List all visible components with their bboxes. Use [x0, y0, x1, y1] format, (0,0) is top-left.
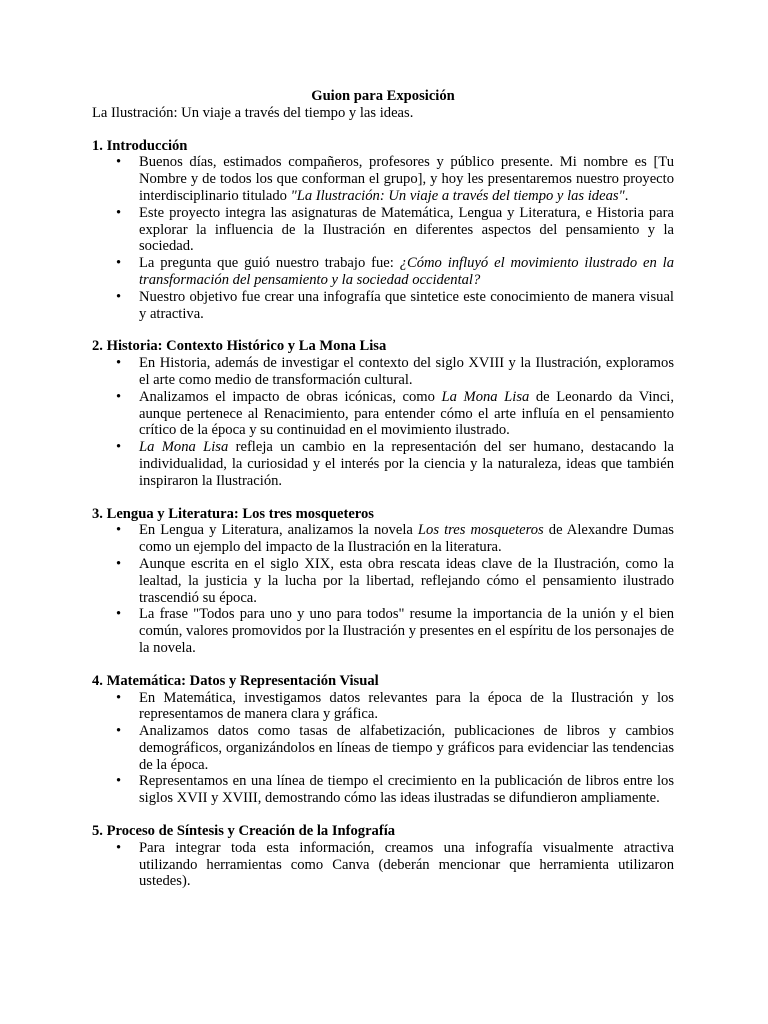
list-item	[92, 556, 674, 606]
text-run: Representamos en una línea de tiempo el crecimiento en la publicación de libros entre los siglos XVII y XVIII, demostrando cómo las ideas ilustradas se difundieron ampliamente.	[139, 773, 674, 807]
text-run: de Leonardo da Vinci, aunque pertenece al Renacimiento, para entender cómo el arte influía en el pensamiento crítico de la época y su continuidad en el movimiento ilustrado.	[139, 388, 675, 439]
bullet-icon: •	[116, 689, 122, 706]
bullet-list	[92, 522, 674, 656]
bullet-icon: •	[116, 355, 122, 372]
text-run: Analizamos datos como tasas de alfabetización, publicaciones de libros y cambios demográficos, organizándolos en líneas de tiempo y gráficos para evidenciar las tendencias de la época.	[139, 723, 674, 773]
text-run: Para integrar toda esta información, creamos una infografía visualmente atractiva utilizando herramientas como Canva (deberán mencionar que herramienta utilizaron ustedes).	[139, 839, 674, 890]
list-item	[92, 255, 674, 289]
section-3	[92, 506, 674, 657]
document-title: Guion para Exposición	[311, 88, 455, 104]
text-run: En Matemática, investigamos datos relevantes para la época de la Ilustración y los representamos de manera clara y gráfica.	[139, 689, 674, 723]
text-run: Nuestro objetivo fue crear una infografía que sintetice este conocimiento de manera visual y atractiva.	[139, 288, 674, 322]
text-run: Aunque escrita en el siglo XIX, esta obra rescata ideas clave de la Ilustración, como la lealtad, la justicia y la lucha por la libertad, reflejando cómo el pensamiento ilustrado trascendió su época.	[139, 555, 674, 606]
text-run: En Historia, además de investigar el contexto del siglo XVIII y la Ilustración, exploramos el arte como medio de transformación cultural.	[139, 355, 674, 388]
bullet-icon: •	[116, 606, 122, 623]
italic-text: "La Ilustración: Un viaje a través del tiempo y las ideas"	[290, 187, 625, 204]
text-run: Este proyecto integra las asignaturas de Matemática, Lengua y Literatura, e Historia para explorar la influencia de la Ilustración en diferentes aspectos del pensamiento y la sociedad.	[139, 204, 674, 255]
bullet-icon: •	[116, 839, 122, 856]
bullet-list	[92, 355, 674, 489]
italic-text: ¿Cómo influyó el movimiento ilustrado en la transformación del pensamiento y la sociedad occidental?	[139, 255, 674, 288]
list-item	[92, 154, 674, 204]
section-heading: 2. Historia: Contexto Histórico y La Mona Lisa	[92, 338, 387, 355]
bullet-list	[92, 840, 674, 890]
bullet-icon: •	[116, 154, 122, 171]
italic-text: La Mona Lisa	[139, 439, 229, 456]
list-item	[92, 355, 674, 389]
section-1	[92, 138, 674, 323]
bullet-list	[92, 154, 674, 322]
bullet-icon: •	[116, 522, 122, 539]
section-heading: 4. Matemática: Datos y Representación Visual	[92, 672, 379, 689]
text-run: En Lengua y Literatura, analizamos la novela	[139, 522, 418, 539]
list-item	[92, 690, 674, 724]
bullet-icon: •	[116, 255, 122, 272]
bullet-icon: •	[116, 555, 122, 572]
section-heading: 1. Introducción	[92, 137, 188, 154]
text-run: La frase "Todos para uno y uno para todos" resume la importancia de la unión y el bien común, valores promovidos por la Ilustración y presentes en el espíritu de los personajes de la novela.	[139, 606, 674, 656]
bullet-list	[92, 690, 674, 808]
italic-text: La Mona Lisa	[441, 388, 530, 405]
section-5	[92, 823, 674, 890]
bullet-icon: •	[116, 723, 122, 740]
bullet-icon: •	[116, 773, 122, 790]
bullet-icon: •	[116, 204, 122, 221]
list-item	[92, 522, 674, 556]
section-2	[92, 338, 674, 489]
bullet-icon: •	[116, 388, 122, 405]
list-item	[92, 389, 674, 439]
text-run: de Alexandre Dumas como un ejemplo del impacto de la Ilustración en la literatura.	[139, 522, 674, 556]
document-body	[92, 138, 674, 891]
italic-text: Los tres mosqueteros	[417, 522, 544, 539]
text-run: .	[624, 187, 629, 204]
section-heading: 3. Lengua y Literatura: Los tres mosqueteros	[92, 505, 374, 522]
list-item	[92, 773, 674, 807]
list-item	[92, 289, 674, 323]
section-heading: 5. Proceso de Síntesis y Creación de la Infografía	[92, 823, 396, 840]
list-item	[92, 723, 674, 773]
text-run: Analizamos el impacto de obras icónicas, como	[139, 388, 442, 405]
list-item	[92, 439, 674, 489]
text-run: refleja un cambio en la representación del ser humano, destacando la individualidad, la curiosidad y el interés por la ciencia y la naturaleza, ideas que también inspiraron la Ilustración.	[139, 439, 674, 489]
list-item	[92, 205, 674, 255]
section-4	[92, 673, 674, 807]
list-item	[92, 840, 674, 890]
document-subtitle: La Ilustración: Un viaje a través del tiempo y las ideas.	[92, 104, 414, 121]
bullet-icon: •	[116, 439, 122, 456]
text-run: La pregunta que guió nuestro trabajo fue:	[139, 255, 400, 272]
list-item	[92, 606, 674, 656]
text-run: Buenos días, estimados compañeros, profesores y público presente. Mi nombre es [Tu Nombre y de todos los que conforman el grupo], y hoy les presentaremos nuestro proyecto interdisciplinario titulado	[139, 154, 674, 204]
bullet-icon: •	[116, 288, 122, 305]
